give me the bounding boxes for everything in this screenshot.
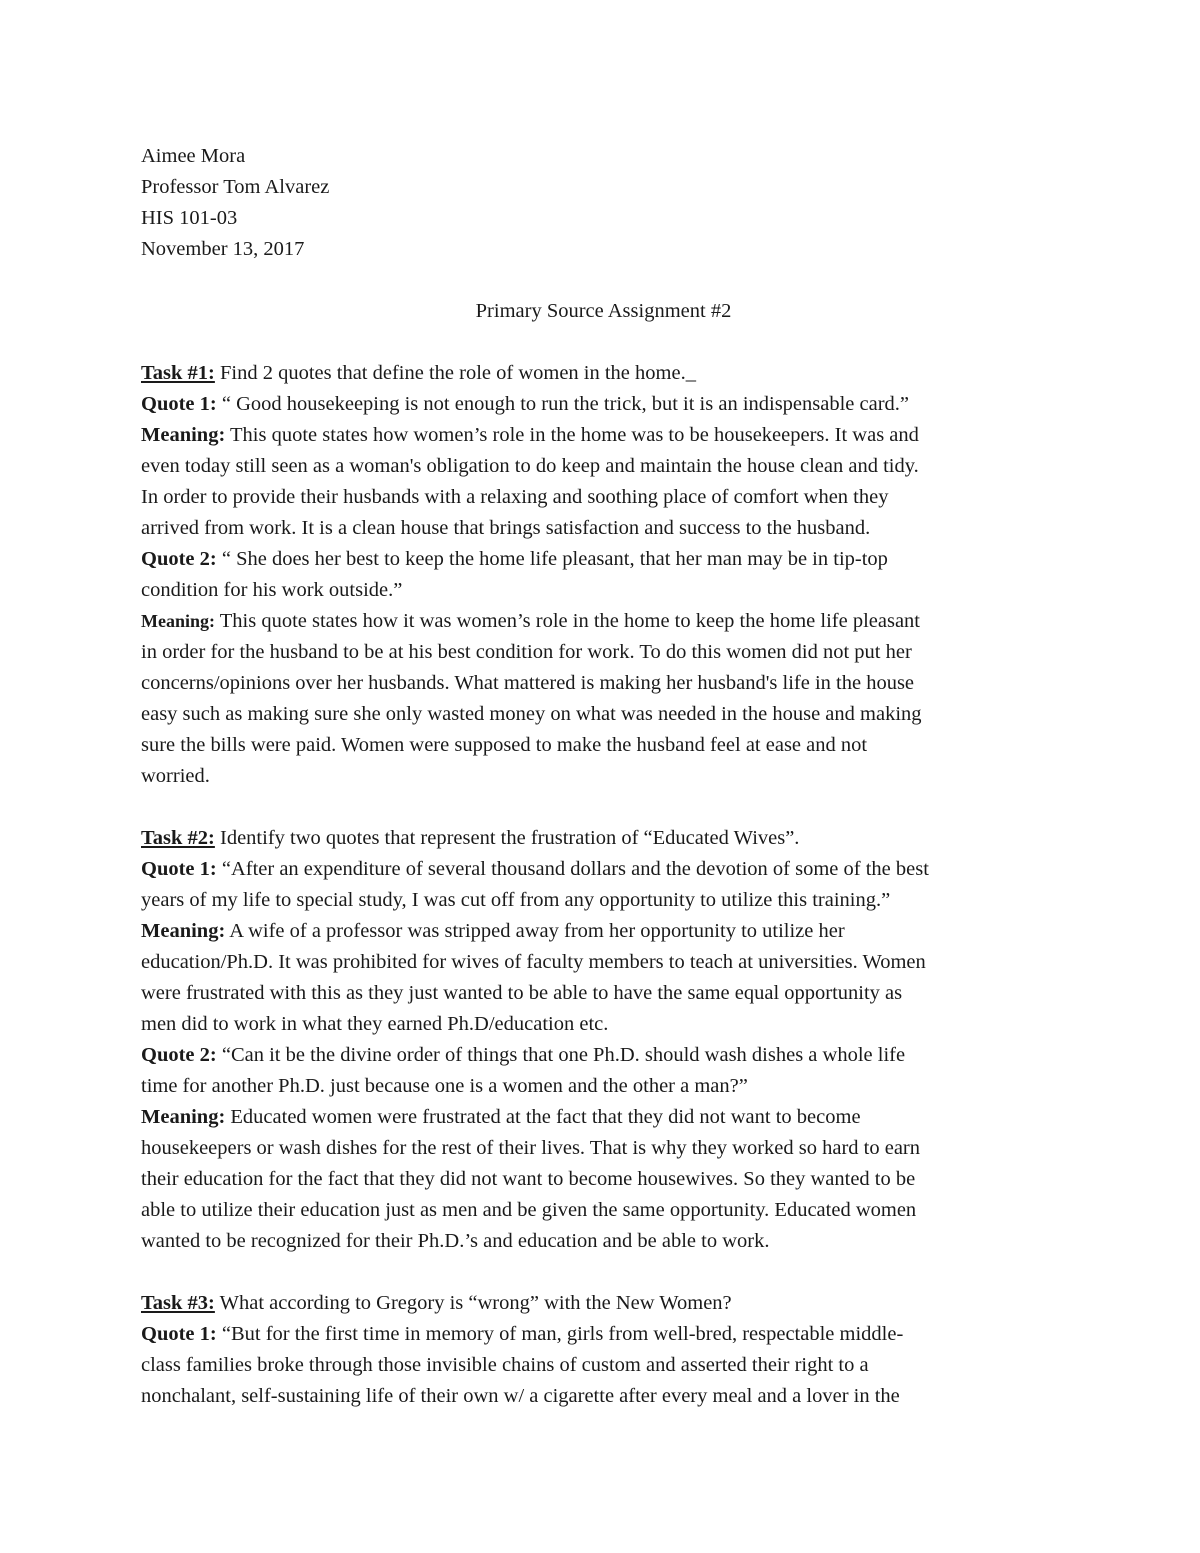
task-2-meaning-2-line: housekeepers or wash dishes for the rest of their lives. That is why they worked so hard to earn [141, 1137, 920, 1159]
task-1-quote-2 [141, 544, 1066, 575]
task-2-heading [141, 823, 1066, 854]
task-3-label: Task #3: [141, 1292, 215, 1314]
quote-label: Quote 1: [141, 1323, 217, 1345]
task-1-meaning-1-line: arrived from work. It is a clean house that brings satisfaction and success to the husband. [141, 517, 871, 539]
task-3-quote-1-line: class families broke through those invisible chains of custom and asserted their right to a [141, 1354, 869, 1376]
task-2-section [141, 823, 1066, 1257]
task-1-prompt: Find 2 quotes that define the role of women in the home._ [214, 362, 696, 384]
task-2-meaning-2-line: able to utilize their education just as men and be given the same opportunity. Educated women [141, 1199, 917, 1221]
task-1-meaning-2-line: worried. [141, 765, 210, 787]
header-block [141, 141, 1066, 265]
task-1-label: Task #1: [141, 362, 215, 384]
task-3-heading [141, 1288, 1066, 1319]
document-page [141, 141, 1066, 1443]
task-1-heading [141, 358, 1066, 389]
task-2-meaning-2-line [141, 1102, 1066, 1133]
task-2-meaning-1-line [141, 916, 1066, 947]
meaning-label: Meaning: [141, 920, 226, 942]
task-2-prompt: Identify two quotes that represent the frustration of “Educated Wives”. [214, 827, 800, 849]
meaning-label: Meaning: [141, 424, 226, 446]
task-2-meaning-1-line: were frustrated with this as they just wanted to be able to have the same equal opportunity as [141, 982, 903, 1004]
task-2-quote-1-line: years of my life to special study, I was cut off from any opportunity to utilize this training.” [141, 889, 891, 911]
quote-label: Quote 2: [141, 1044, 217, 1066]
meaning-text: This quote states how women’s role in the home was to be housekeepers. It was and [225, 424, 919, 446]
quote-label: Quote 2: [141, 548, 217, 570]
meaning-text: A wife of a professor was stripped away from her opportunity to utilize her [225, 920, 845, 942]
task-3-prompt: What according to Gregory is “wrong” with the New Women? [214, 1292, 732, 1314]
document-title: Primary Source Assignment #2 [475, 300, 732, 322]
task-3-quote-1 [141, 1319, 1066, 1350]
meaning-label: Meaning: [141, 1106, 226, 1128]
task-2-label: Task #2: [141, 827, 215, 849]
task-1-quote-2-line: condition for his work outside.” [141, 579, 403, 601]
task-1-meaning-2-line: sure the bills were paid. Women were supposed to make the husband feel at ease and not [141, 734, 868, 756]
quote-text: “After an expenditure of several thousand dollars and the devotion of some of the best [216, 858, 929, 880]
task-1-meaning-1-line: In order to provide their husbands with a relaxing and soothing place of comfort when they [141, 486, 889, 508]
course-code: HIS 101-03 [141, 207, 238, 229]
quote-label: Quote 1: [141, 858, 217, 880]
quote-label: Quote 1: [141, 393, 217, 415]
task-2-quote-1 [141, 854, 1066, 885]
task-3-section [141, 1288, 1066, 1412]
task-1-meaning-1-line [141, 420, 1066, 451]
professor-name: Professor Tom Alvarez [141, 176, 330, 198]
task-1-meaning-2-line: concerns/opinions over her husbands. What mattered is making her husband's life in the house [141, 672, 915, 694]
task-2-meaning-1-line: education/Ph.D. It was prohibited for wives of faculty members to teach at universities. Women [141, 951, 926, 973]
quote-text: “ Good housekeeping is not enough to run the trick, but it is an indispensable card.” [216, 393, 910, 415]
task-2-quote-2 [141, 1040, 1066, 1071]
task-2-quote-2-line: time for another Ph.D. just because one is a women and the other a man?” [141, 1075, 748, 1097]
meaning-text: Educated women were frustrated at the fact that they did not want to become [225, 1106, 861, 1128]
task-1-meaning-1-line: even today still seen as a woman's obligation to do keep and maintain the house clean and tidy. [141, 455, 919, 477]
student-name: Aimee Mora [141, 145, 246, 167]
meaning-text: This quote states how it was women’s role in the home to keep the home life pleasant [215, 610, 921, 632]
task-3-quote-1-line: nonchalant, self-sustaining life of their own w/ a cigarette after every meal and a lover in the [141, 1385, 900, 1407]
task-2-meaning-2-line: their education for the fact that they did not want to become housewives. So they wanted to be [141, 1168, 916, 1190]
task-2-meaning-2-line: wanted to be recognized for their Ph.D.’s and education and be able to work. [141, 1230, 770, 1252]
quote-text: “ She does her best to keep the home life pleasant, that her man may be in tip-top [216, 548, 888, 570]
task-1-quote-1 [141, 389, 1066, 420]
assignment-date: November 13, 2017 [141, 238, 305, 260]
task-1-meaning-2-line: easy such as making sure she only wasted money on what was needed in the house and making [141, 703, 922, 725]
meaning-label: Meaning: [141, 611, 215, 631]
task-1-meaning-2-line [141, 606, 1066, 637]
quote-text: “But for the first time in memory of man, girls from well-bred, respectable middle- [216, 1323, 904, 1345]
quote-text: “Can it be the divine order of things that one Ph.D. should wash dishes a whole life [216, 1044, 906, 1066]
task-1-section [141, 358, 1066, 792]
task-2-meaning-1-line: men did to work in what they earned Ph.D/education etc. [141, 1013, 609, 1035]
task-1-meaning-2-line: in order for the husband to be at his best condition for work. To do this women did not put her [141, 641, 912, 663]
